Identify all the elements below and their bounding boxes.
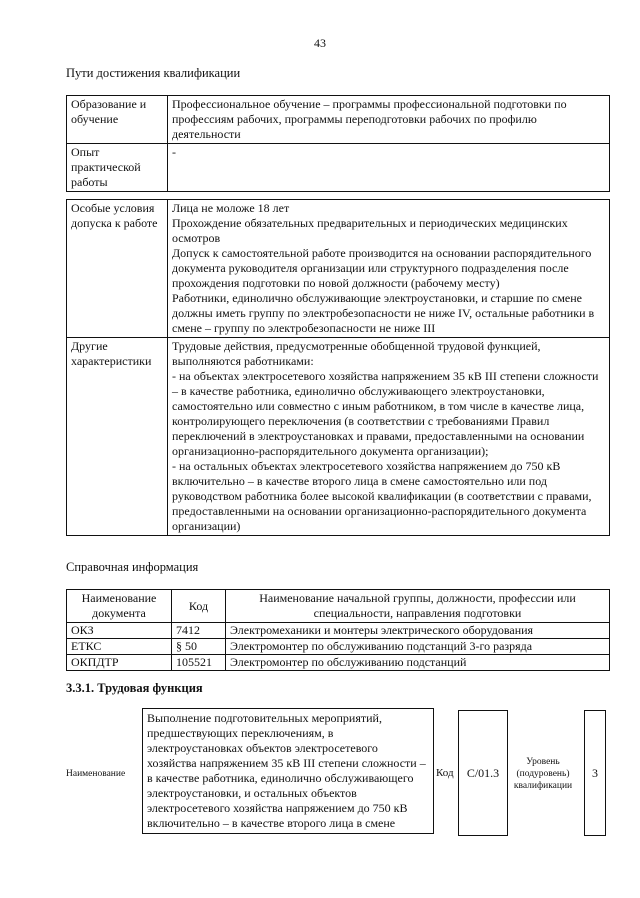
row-line: - [172, 145, 176, 159]
table-cell: Электромонтер по обслуживанию подстанций [226, 655, 610, 671]
reference-heading: Справочная информация [66, 560, 199, 574]
level-box [584, 710, 606, 836]
code-box [458, 710, 508, 836]
labor-function-heading: 3.3.1. Трудовая функция [66, 681, 203, 695]
row-label: Особые условия допуска к работе [67, 200, 168, 338]
row-value [168, 338, 610, 536]
reference-table [66, 589, 610, 671]
table-cell: ОКПДТР [67, 655, 172, 671]
code-label: Код [436, 767, 454, 779]
table-row [67, 655, 610, 671]
table-row [67, 639, 610, 655]
name-label: Наименование [66, 769, 126, 779]
row-line: Трудовые действия, предусмотренные обобщенной трудовой функцией, выполняются работниками: [172, 339, 541, 368]
row-line: - на объектах электросетевого хозяйства напряжением 35 кВ III степени сложности – в качестве работника, единолично обслуживающего электроустановки, самостоятельно или совместно с иным работником, в том числе в качестве лица, контролирующего переключения (в соответствии с требованиями Правил переключений в электроустановках и правами, предоставленными на основании организационно-распорядительного документа организации); [172, 369, 599, 458]
function-name-text: Выполнение подготовительных мероприятий, предшествующих переключениям, в электроустановках объектов электросетевого хозяйства напряжением 35 кВ III степени сложности – в качестве работника, единолично обслуживающего электроустановки, и остальных объектов электросетевого хозяйства напряжением до 750 кВ включительно – в качестве второго лица в смене [147, 711, 426, 830]
row-line: Лица не моложе 18 лет [172, 201, 290, 215]
code-value: C/01.3 [466, 765, 500, 780]
row-line: Допуск к самостоятельной работе производится на основании распорядительного документа руководителя организации или структурного подразделения после прохождения подготовки по новой должности (рабочему месту) [172, 246, 592, 290]
qualification-heading: Пути достижения квалификации [66, 66, 241, 80]
row-value [168, 96, 610, 144]
row-line: Прохождение обязательных предварительных и периодических медицинских осмотров [172, 216, 568, 245]
row-line: Профессиональное обучение – программы профессиональной подготовки по профессиям рабочих, программы переподготовки рабочих по профилю деятельности [172, 97, 567, 141]
row-label: Другие характеристики [67, 338, 168, 536]
table-cell: ЕТКС [67, 639, 172, 655]
row-line: - на остальных объектах электросетевого хозяйства напряжением до 750 кВ включительно – в качестве второго лица в смене самостоятельно или под руководством работника более высокой квалификации (в соответствии с правами, предоставленными на основании организационно-распорядительного документа организации) [172, 459, 592, 533]
table-cell: § 50 [172, 639, 226, 655]
table-cell: ОКЗ [67, 623, 172, 639]
table-row [67, 623, 610, 639]
page-number: 43 [314, 36, 326, 50]
row-label: Опыт практической работы [67, 144, 168, 192]
table-cell: 7412 [172, 623, 226, 639]
row-value [168, 144, 610, 192]
table-header-row [67, 590, 610, 623]
row-value [168, 200, 610, 338]
table-cell: Электромеханики и монтеры электрического оборудования [226, 623, 610, 639]
table-row [67, 338, 610, 536]
level-label: Уровень (подуровень) квалификации [513, 757, 573, 791]
conditions-table [66, 199, 610, 536]
table-row [67, 144, 610, 192]
row-line: Работники, единолично обслуживающие электроустановки, и старшие по смене должны иметь группу по электробезопасности не ниже IV, остальные работники в смене – группу по электробезопасности не ниже III [172, 291, 595, 335]
level-value: 3 [592, 765, 598, 780]
column-header: Наименование начальной группы, должности, профессии или специальности, направления подготовки [226, 590, 610, 623]
table-row [67, 96, 610, 144]
column-header: Наименование документа [67, 590, 172, 623]
column-header: Код [172, 590, 226, 623]
table-cell: Электромонтер по обслуживанию подстанций 3-го разряда [226, 639, 610, 655]
row-label: Образование и обучение [67, 96, 168, 144]
table-row [67, 200, 610, 338]
qualification-table [66, 95, 610, 192]
function-name-box [142, 708, 434, 834]
table-cell: 105521 [172, 655, 226, 671]
